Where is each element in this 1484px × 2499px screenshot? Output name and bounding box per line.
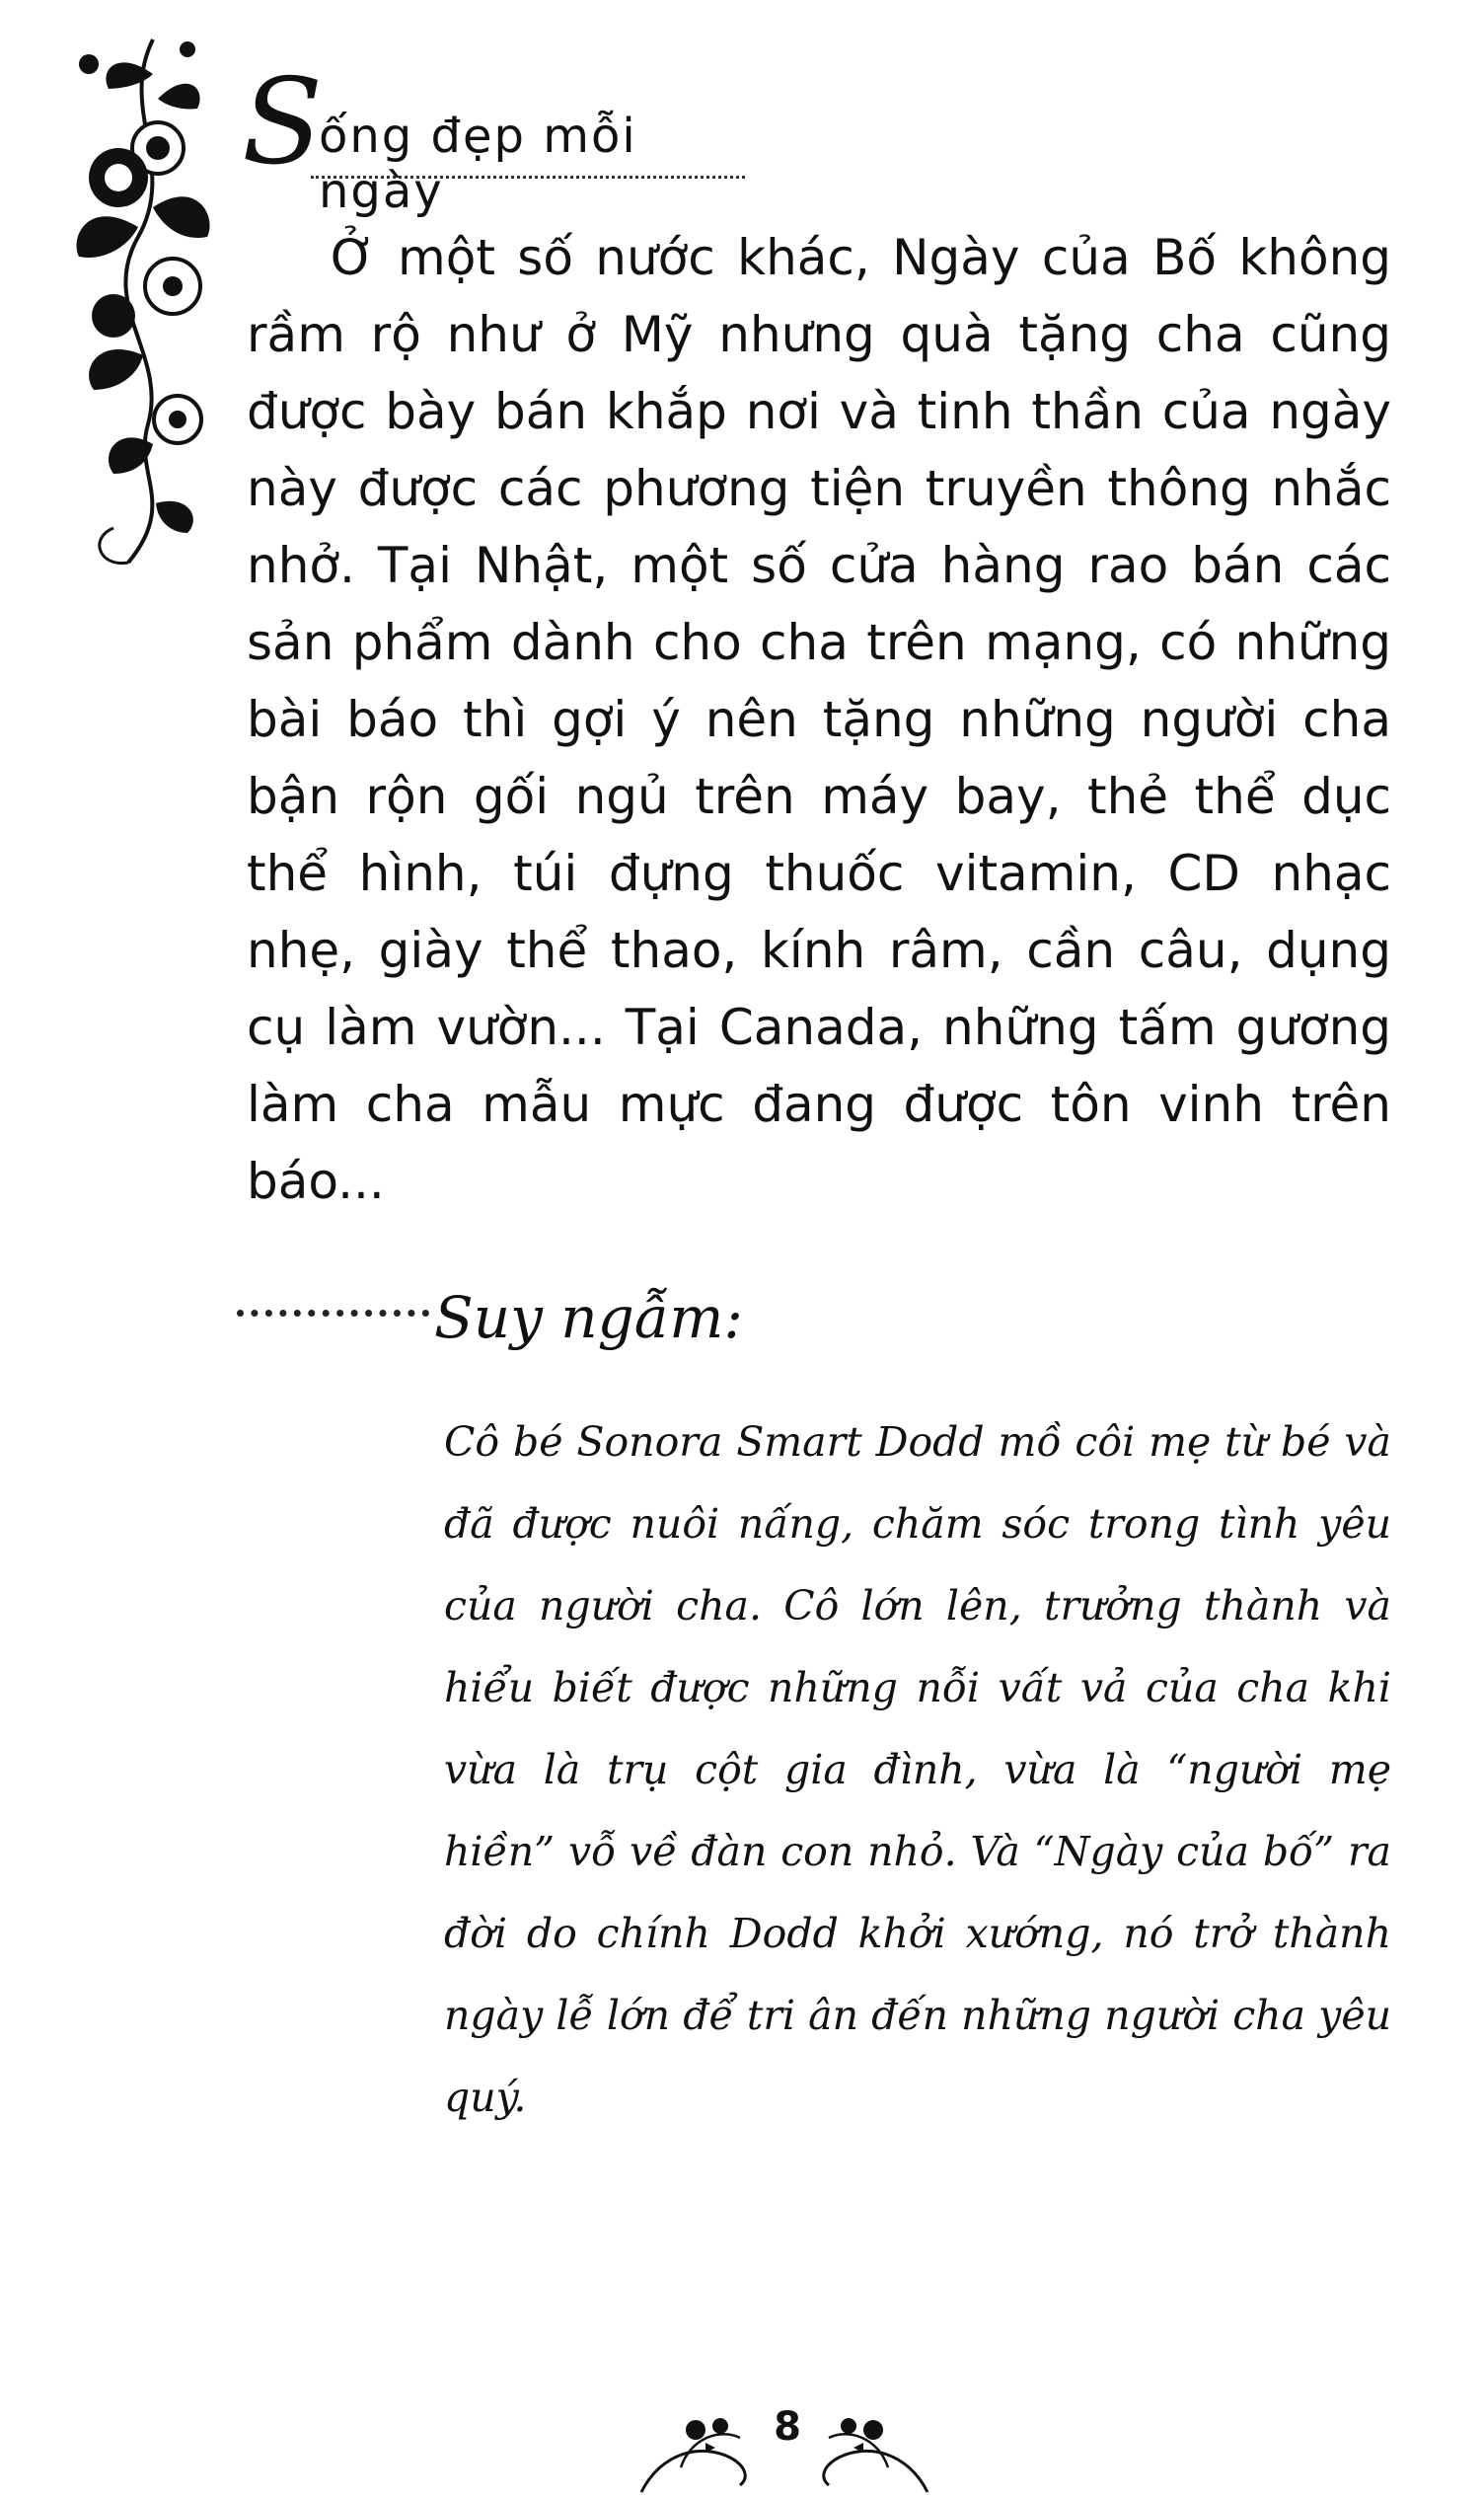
flower-vine-icon xyxy=(59,30,217,582)
page-number: 8 xyxy=(774,2404,801,2450)
reflection-heading xyxy=(237,1278,928,1367)
header-title: ống đẹp mỗi ngày xyxy=(319,109,637,219)
reflection-title: Suy ngẫm: xyxy=(434,1284,743,1351)
reflection-paragraph: Cô bé Sonora Smart Dodd mồ côi mẹ từ bé và đã được nuôi nấng, chăm sóc trong tình yêu của người cha. Cô lớn lên, trưởng thành và hiểu biết được những nỗi vất vả của cha khi vừa là trụ cột gia đình, vừa là “người mẹ hiền” vỗ về đàn con nhỏ. Và “Ngày của bố” ra đời do chính Dodd khởi xướng, nó trở thành ngày lễ lớn để tri ân đến những người cha yêu quý. xyxy=(444,1418,1391,2121)
page-footer xyxy=(622,2398,947,2497)
running-header xyxy=(242,54,755,219)
header-dotted-rule xyxy=(311,176,745,179)
header-initial: S xyxy=(242,54,324,191)
heading-leader-dots xyxy=(237,1310,429,1317)
main-paragraph: Ở một số nước khác, Ngày của Bố không rầm rộ như ở Mỹ nhưng quà tặng cha cũng được bày bán khắp nơi và tinh thần của ngày này được các phương tiện truyền thông nhắc nhở. Tại Nhật, một số cửa hàng rao bán các sản phẩm dành cho cha trên mạng, có những bài báo thì gợi ý nên tặng những người cha bận rộn gối ngủ trên máy bay, thẻ thể dục thể hình, túi đựng thuốc vitamin, CD nhạc nhẹ, giày thể thao, kính râm, cần câu, dụng cụ làm vườn... Tại Canada, những tấm gương làm cha mẫu mực đang được tôn vinh trên báo... xyxy=(247,229,1391,1210)
